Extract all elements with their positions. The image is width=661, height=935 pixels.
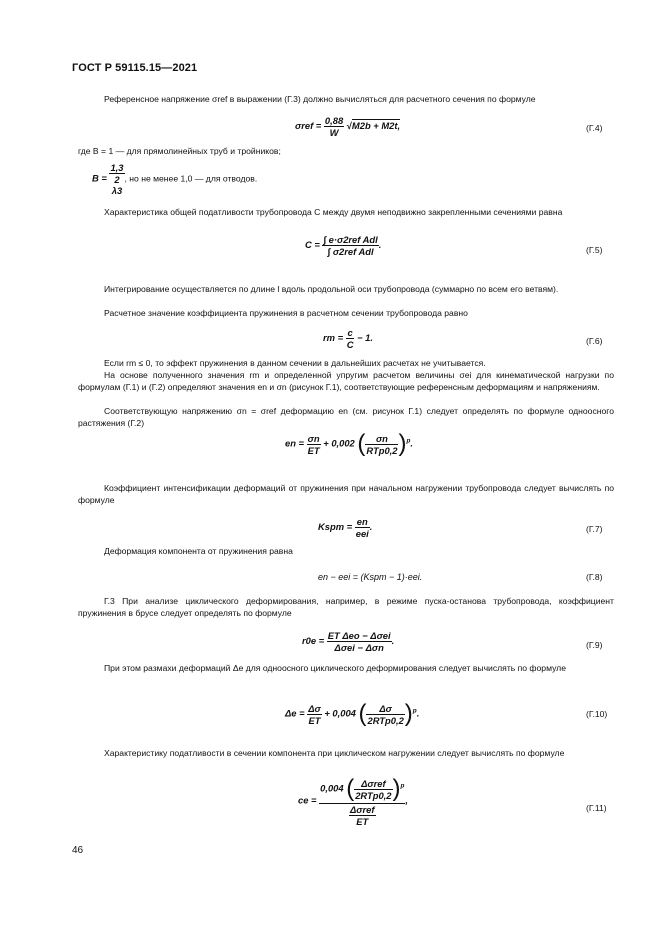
formula-en-f2-num: σn [365,433,398,445]
formula-g10-f1-den: ET [308,714,321,726]
equation-number-g4: (Г.4) [586,123,603,133]
formula-g9-lhs: r0e = [302,634,325,646]
equation-number-g11: (Г.11) [586,803,607,813]
formula-b-fraction [109,162,124,196]
formula-en-fraction-1 [307,433,321,456]
formula-g6-num: c [347,327,353,338]
formula-g11-denominator [319,804,405,827]
formula-b-den-num: 2 [114,174,120,185]
formula-g5 [305,234,381,257]
paragraph-integration: Интегрирование осуществляется по длине l вдоль продольной оси трубопровода (суммарно по всем его ветвям). [104,284,559,294]
formula-en-end: . [410,437,413,449]
equation-number-g8: (Г.8) [586,572,603,582]
formula-g11-fraction [319,775,405,827]
formula-g10-plus: + 0,004 [324,707,356,719]
paragraph-corresponding: Соответствующую напряжению σn = σref деформацию en (см. рисунок Г.1) следует определять по формуле одноосного растяжения (Г.2) [78,406,614,428]
formula-en-f2-den: RTp0,2 [366,444,398,456]
formula-g7 [318,516,372,539]
paragraph-intensification: Коэффициент интенсификации деформаций от пружинения при начальном нагружении трубопровода следует вычислять по формуле [78,483,614,505]
formula-g11-den-fraction [349,804,376,827]
formula-b-tail: , но не менее 1,0 — для отводов. [124,173,258,184]
paragraph-compliance: Характеристика общей податливости трубопровода C между двумя неподвижно закрепленными сечениями равна [104,207,563,217]
formula-g4-radicand: M2b + M2t, [351,119,401,131]
formula-b-den [109,174,124,196]
formula-en: en = $\frac{\sigma n}{ET}$ + 0,002 ( $\frac{\sigma n}{\text{RTp0,2}}$ )$^p$. [285,430,413,457]
formula-b-lhs: B = [92,172,107,184]
formula-g11-numerator: 0,004 ( $\frac{\text{Δσref}}{\text{2RTp0,2}}$ )$^p$ [320,775,405,802]
formula-b-num: 1,3 [110,162,124,173]
formula-g10-fraction-1 [307,703,322,726]
formula-b-den-lambda: λ3 [111,185,123,196]
formula-g5-fraction [322,234,378,257]
paragraph-where-b: где B = 1 — для прямолинейных труб и тройников; [78,146,281,156]
formula-g9-fraction [327,630,392,653]
formula-g11-lhs: ce = [298,794,317,806]
paragraph-g3: Г.3 При анализе циклического деформирования, например, в режиме пуска-останова трубопровода, коэффициент пружинения в брусе следует определять по формуле [78,596,614,618]
equation-number-g7: (Г.7) [586,524,603,534]
formula-g6-tail: − 1. [357,331,373,343]
formula-g10-f2-den: 2RTp0,2 [367,714,404,726]
paragraph-delta-e: При этом размахи деформаций Δe для одноосного циклического деформирования следует вычислять по формуле [104,663,566,673]
equation-number-g10: (Г.10) [586,709,608,719]
formula-b [92,162,257,196]
formula-g9-num: ET Δeo − Δσei [327,630,391,641]
formula-g7-den: eei [355,528,369,539]
formula-g11-den-den: ET [356,816,369,827]
formula-g10-fraction-2 [366,703,404,726]
formula-en-exponent: p [406,437,411,445]
formula-g10-end: . [416,707,420,719]
formula-g6-den: C [346,339,354,350]
paragraph-if-rm: Если rm ≤ 0, то эффект пружинения в данном сечении в дальнейших расчетах не учитывается. [104,358,486,368]
equation-number-g6: (Г.6) [586,336,603,346]
equation-number-g5: (Г.5) [586,245,603,255]
formula-g11 [298,775,408,827]
document-header: ГОСТ Р 59115.15—2021 [72,62,198,74]
formula-g8: en − eei = (Kspm − 1)·eei. [318,572,423,582]
formula-g5-den: ∫ σ2ref Adl [327,246,374,257]
formula-g6-fraction [346,327,355,350]
formula-g9-end: . [391,634,395,646]
paragraph-sigma-ref: Референсное напряжение σref в выражении (Г.3) должно вычисляться для расчетного сечения по формуле [104,94,536,104]
formula-g11-inner-fraction [354,778,392,801]
formula-g7-fraction [355,516,370,539]
equation-number-g9: (Г.9) [586,640,603,650]
formula-g11-inner-num: Δσref [354,778,392,790]
formula-g6 [323,327,373,350]
formula-g10-lhs: Δe = [285,707,305,719]
formula-g7-lhs: Kspm = [318,520,353,532]
formula-g7-num: en [355,516,370,528]
formula-g11-end: , [405,794,409,806]
formula-g4-coef: 0,88 [324,115,344,126]
formula-en-f1-num: σn [307,432,320,444]
formula-en-fraction-2 [365,433,398,456]
formula-g10-f2-num: Δσ [366,703,404,715]
paragraph-basis: На основе полученного значения rm и определенной упругим расчетом величины σei для кинематической нагрузки по формулам (Г.1) и (Г.2) определяют значения en и σn (рисунок Г.1), соответствующие референсным деформациям и напряжениям. [78,370,614,392]
formula-g11-exponent: p [400,782,405,790]
formula-g4: σref = $\frac{0,88}{W}$ √M2b + M2t, [295,115,401,138]
formula-g9-den: Δσei − Δσn [334,642,384,653]
formula-g5-num: ∫ e·σ2ref Adl [323,234,378,245]
formula-g5-tail: . [378,238,382,250]
formula-g10: Δe = $\frac{\Delta\sigma}{ET}$ + 0,004 ( $\frac{\Delta\sigma}{\text{2RTp0,2}}$ )$^p$. [285,700,420,727]
formula-g10-f1-num: Δσ [308,702,321,714]
formula-g6-lhs: rm = [323,331,344,343]
formula-en-f1-den: ET [307,444,320,456]
formula-g11-den-num: Δσref [350,804,375,815]
paragraph-springback-coef: Расчетное значение коэффициента пружинения в расчетном сечении трубопровода равно [104,308,468,318]
page-number: 46 [72,845,84,856]
formula-g5-lhs: C = [305,238,320,250]
formula-g4-den: W [329,127,339,138]
formula-g11-coef: 0,004 [320,782,344,794]
formula-g9 [302,630,394,653]
formula-en-plus: + 0,002 [323,437,355,449]
paragraph-characteristic: Характеристику податливости в сечении компонента при циклическом нагружении следует вычислять по формуле [104,748,565,758]
formula-en-lhs: en = [285,437,305,449]
formula-g4-lhs: σref = [295,119,322,131]
formula-g4-fraction [324,115,344,138]
formula-g7-end: . [369,520,373,532]
formula-g10-exponent: p [412,707,417,715]
paragraph-deformation: Деформация компонента от пружинения равна [104,546,293,556]
formula-g11-inner-den: 2RTp0,2 [355,789,392,801]
